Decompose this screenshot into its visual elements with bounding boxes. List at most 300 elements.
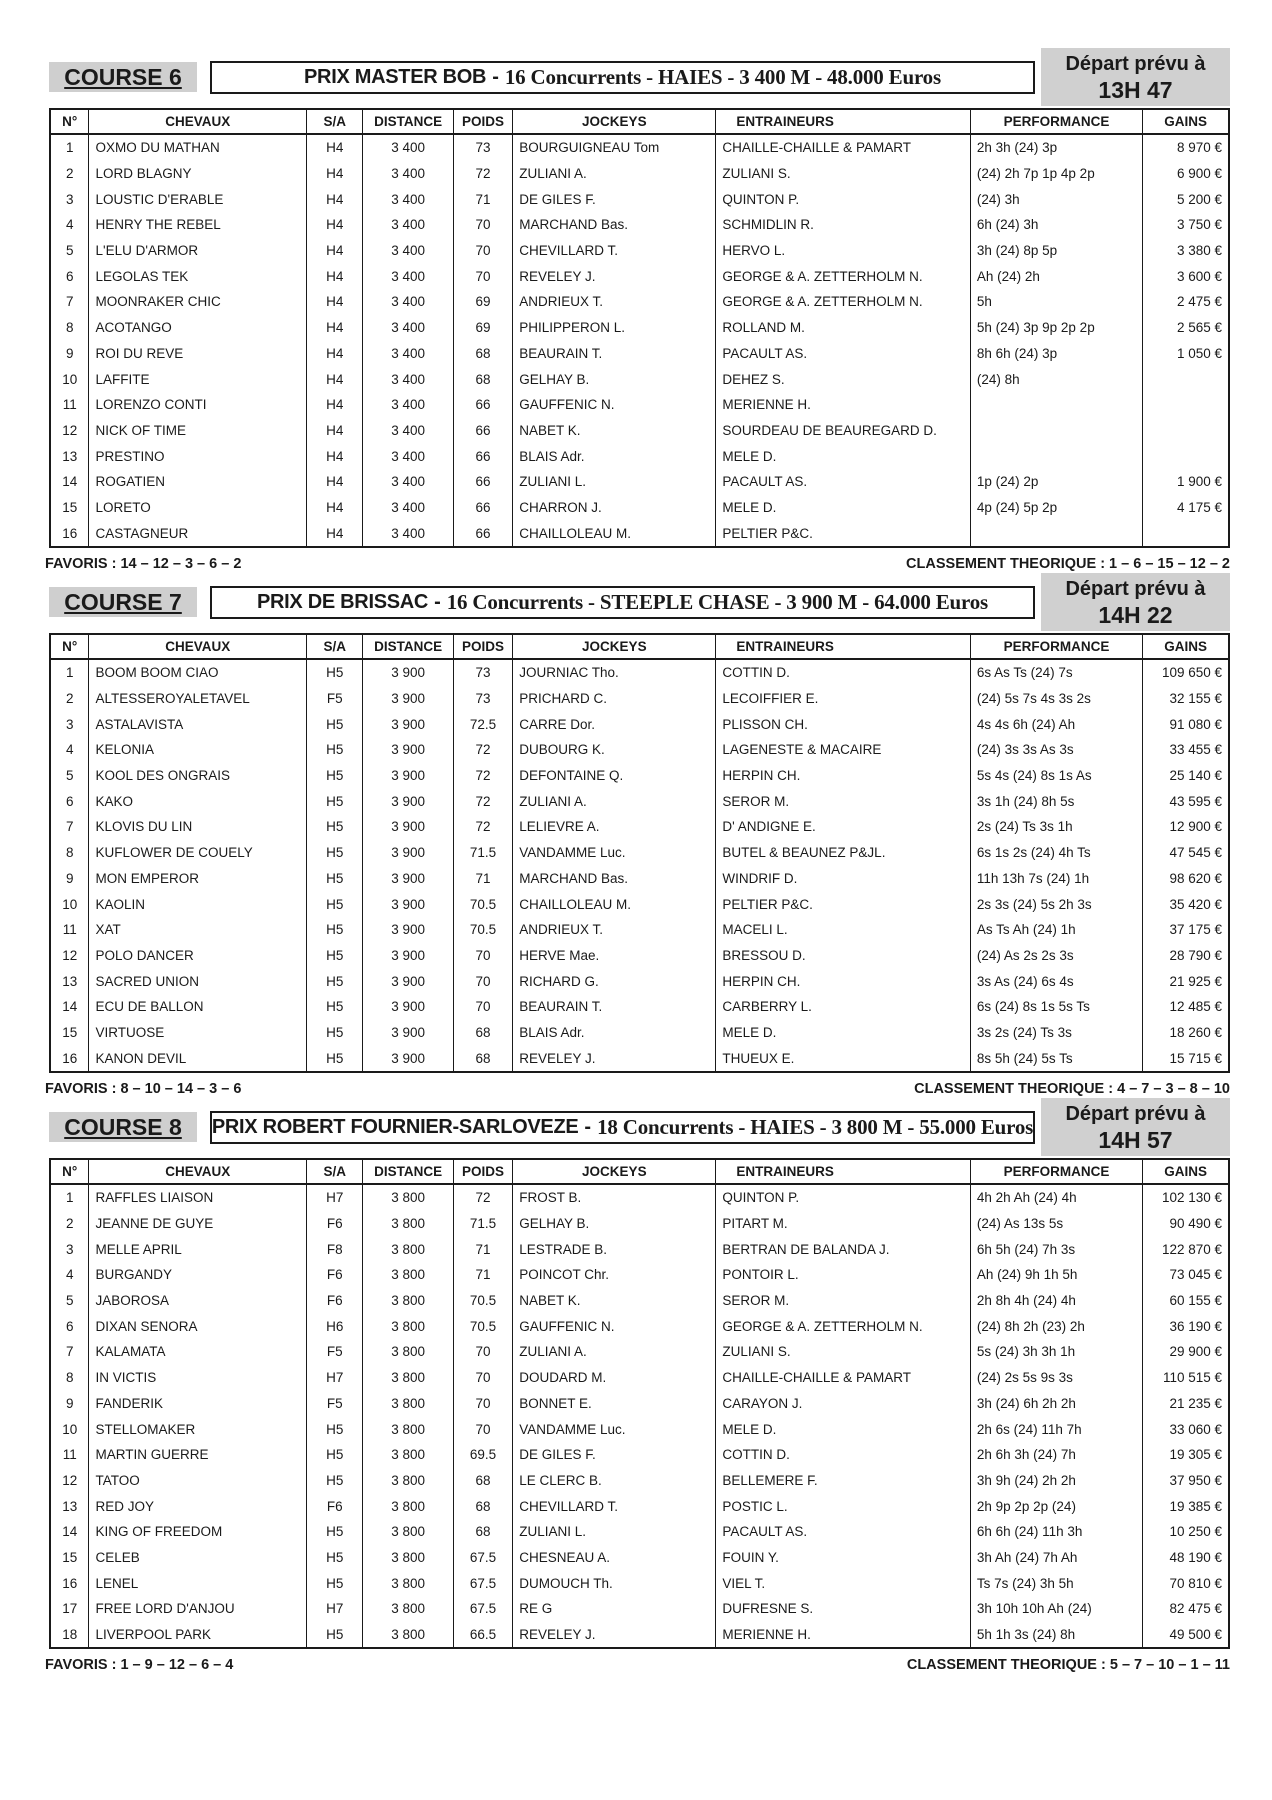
runner-number: 6 xyxy=(65,1318,74,1334)
runner-number: 9 xyxy=(65,1395,74,1411)
runner-number: 6 xyxy=(65,793,74,809)
performance: 5s (24) 3h 3h 1h xyxy=(970,1339,1142,1365)
performance xyxy=(970,418,1142,444)
course-label: COURSE 7 xyxy=(49,587,197,617)
sex-age: F6 xyxy=(307,1211,363,1237)
trainer: MELE D. xyxy=(716,495,970,521)
distance: 3 800 xyxy=(363,1416,453,1442)
weight: 68 xyxy=(453,1493,513,1519)
performance: 4s 4s 6h (24) Ah xyxy=(970,711,1142,737)
weight: 66 xyxy=(453,392,513,418)
col-horse-header: CHEVAUX xyxy=(89,634,307,659)
jockey: VANDAMME Luc. xyxy=(513,840,716,866)
weight: 70.5 xyxy=(453,1288,513,1314)
horse-name: KOOL DES ONGRAIS xyxy=(89,763,307,789)
distance: 3 400 xyxy=(363,263,453,289)
favorites: FAVORIS : 14 – 12 – 3 – 6 – 2 xyxy=(45,556,242,572)
horse-name: ROGATIEN xyxy=(89,469,307,495)
horse-name: KANON DEVIL xyxy=(89,1045,307,1072)
theoretical-ranking: CLASSEMENT THEORIQUE : 1 – 6 – 15 – 12 – 2 xyxy=(906,556,1230,572)
runner-number: 2 xyxy=(65,166,74,182)
sex-age: H4 xyxy=(307,134,363,161)
sex-age: H5 xyxy=(307,1020,363,1046)
table-row xyxy=(50,495,1229,521)
horse-name: CASTAGNEUR xyxy=(89,520,307,547)
runner-number: 1 xyxy=(65,140,74,156)
earnings: 15 715 € xyxy=(1143,1045,1229,1072)
runner-number: 12 xyxy=(62,947,78,963)
runner-number: 14 xyxy=(62,999,78,1015)
runner-number: 15 xyxy=(62,1549,78,1565)
table-row xyxy=(50,1045,1229,1072)
table-row xyxy=(50,840,1229,866)
sex-age: H4 xyxy=(307,161,363,187)
distance: 3 900 xyxy=(363,659,453,686)
runner-number: 10 xyxy=(62,371,78,387)
performance xyxy=(970,520,1142,547)
weight: 70 xyxy=(453,238,513,264)
horse-name: TATOO xyxy=(89,1468,307,1494)
table-row xyxy=(50,134,1229,161)
sex-age: F8 xyxy=(307,1236,363,1262)
performance: 6s As Ts (24) 7s xyxy=(970,659,1142,686)
sex-age: H4 xyxy=(307,392,363,418)
trainer: BERTRAN DE BALANDA J. xyxy=(716,1236,970,1262)
weight: 70 xyxy=(453,943,513,969)
table-row xyxy=(50,737,1229,763)
departure-box xyxy=(1041,573,1230,631)
race-header xyxy=(49,46,1230,108)
col-earnings-header: GAINS xyxy=(1143,109,1229,134)
weight: 71 xyxy=(453,866,513,892)
distance: 3 800 xyxy=(363,1262,453,1288)
runner-number: 13 xyxy=(62,973,78,989)
earnings: 110 515 € xyxy=(1143,1365,1229,1391)
horse-name: VIRTUOSE xyxy=(89,1020,307,1046)
runner-number: 15 xyxy=(62,1024,78,1040)
distance: 3 400 xyxy=(363,495,453,521)
race-program xyxy=(45,46,1230,1674)
runner-number: 7 xyxy=(65,819,74,835)
jockey: ZULIANI L. xyxy=(513,469,716,495)
earnings: 37 950 € xyxy=(1143,1468,1229,1494)
departure-box xyxy=(1041,1098,1230,1156)
runners-table xyxy=(49,633,1230,1073)
performance: 2h 9p 2p 2p (24) xyxy=(970,1493,1142,1519)
horse-name: LENEL xyxy=(89,1570,307,1596)
weight: 66.5 xyxy=(453,1622,513,1649)
jockey: DE GILES F. xyxy=(513,186,716,212)
jockey: POINCOT Chr. xyxy=(513,1262,716,1288)
col-number-header: N° xyxy=(50,1159,89,1184)
weight: 72 xyxy=(453,161,513,187)
horse-name: OXMO DU MATHAN xyxy=(89,134,307,161)
performance xyxy=(970,392,1142,418)
weight: 71 xyxy=(453,186,513,212)
performance: (24) 2h 7p 1p 4p 2p xyxy=(970,161,1142,187)
earnings: 3 380 € xyxy=(1143,238,1229,264)
trainer: MELE D. xyxy=(716,443,970,469)
horse-name: ASTALAVISTA xyxy=(89,711,307,737)
trainer: HERPIN CH. xyxy=(716,763,970,789)
weight: 72 xyxy=(453,737,513,763)
earnings: 2 475 € xyxy=(1143,289,1229,315)
distance: 3 900 xyxy=(363,737,453,763)
jockey: VANDAMME Luc. xyxy=(513,1416,716,1442)
horse-name: MARTIN GUERRE xyxy=(89,1442,307,1468)
col-weight-header: POIDS xyxy=(453,634,513,659)
col-jockey-header: JOCKEYS xyxy=(513,634,716,659)
horse-name: BURGANDY xyxy=(89,1262,307,1288)
table-row xyxy=(50,469,1229,495)
runner-number: 11 xyxy=(62,1447,77,1463)
earnings: 49 500 € xyxy=(1143,1622,1229,1649)
table-header-row xyxy=(50,634,1229,659)
trainer: LECOIFFIER E. xyxy=(716,686,970,712)
earnings: 48 190 € xyxy=(1143,1545,1229,1571)
horse-name: ECU DE BALLON xyxy=(89,994,307,1020)
jockey: FROST B. xyxy=(513,1184,716,1211)
runner-number: 7 xyxy=(65,1344,74,1360)
earnings: 32 155 € xyxy=(1143,686,1229,712)
earnings: 3 750 € xyxy=(1143,212,1229,238)
performance: Ah (24) 9h 1h 5h xyxy=(970,1262,1142,1288)
weight: 70 xyxy=(453,263,513,289)
distance: 3 800 xyxy=(363,1211,453,1237)
sex-age: H5 xyxy=(307,1416,363,1442)
col-number-header: N° xyxy=(50,109,89,134)
horse-name: IN VICTIS xyxy=(89,1365,307,1391)
performance: Ah (24) 2h xyxy=(970,263,1142,289)
sex-age: H5 xyxy=(307,711,363,737)
trainer: DUFRESNE S. xyxy=(716,1596,970,1622)
runners-table xyxy=(49,108,1230,548)
sex-age: H4 xyxy=(307,341,363,367)
runner-number: 16 xyxy=(62,1050,78,1066)
weight: 68 xyxy=(453,1468,513,1494)
jockey: DUBOURG K. xyxy=(513,737,716,763)
jockey: HERVE Mae. xyxy=(513,943,716,969)
performance: (24) 3s 3s As 3s xyxy=(970,737,1142,763)
sex-age: H5 xyxy=(307,994,363,1020)
distance: 3 800 xyxy=(363,1493,453,1519)
weight: 70 xyxy=(453,1416,513,1442)
table-row xyxy=(50,763,1229,789)
departure-time: 13H 47 xyxy=(1098,77,1173,103)
earnings: 1 900 € xyxy=(1143,469,1229,495)
earnings: 109 650 € xyxy=(1143,659,1229,686)
horse-name: KALAMATA xyxy=(89,1339,307,1365)
distance: 3 800 xyxy=(363,1622,453,1649)
trainer: CARAYON J. xyxy=(716,1391,970,1417)
weight: 72 xyxy=(453,788,513,814)
sex-age: F6 xyxy=(307,1262,363,1288)
table-row xyxy=(50,1519,1229,1545)
sex-age: H5 xyxy=(307,788,363,814)
table-row xyxy=(50,1416,1229,1442)
weight: 71 xyxy=(453,1262,513,1288)
runner-number: 5 xyxy=(65,768,74,784)
horse-name: DIXAN SENORA xyxy=(89,1313,307,1339)
sex-age: H5 xyxy=(307,943,363,969)
runner-number: 8 xyxy=(65,845,74,861)
jockey: ANDRIEUX T. xyxy=(513,917,716,943)
table-row xyxy=(50,238,1229,264)
weight: 69 xyxy=(453,289,513,315)
weight: 70 xyxy=(453,994,513,1020)
performance: 6s (24) 8s 1s 5s Ts xyxy=(970,994,1142,1020)
table-row xyxy=(50,1570,1229,1596)
trainer: SEROR M. xyxy=(716,1288,970,1314)
weight: 73 xyxy=(453,686,513,712)
race-details: 16 Concurrents - HAIES - 3 400 M - 48.000 Euros xyxy=(504,65,941,89)
col-trainer-header: ENTRAINEURS xyxy=(716,634,970,659)
jockey: BEAURAIN T. xyxy=(513,994,716,1020)
table-row xyxy=(50,418,1229,444)
col-performance-header: PERFORMANCE xyxy=(970,1159,1142,1184)
sex-age: F6 xyxy=(307,1493,363,1519)
table-row xyxy=(50,392,1229,418)
jockey: ZULIANI A. xyxy=(513,1339,716,1365)
sex-age: H4 xyxy=(307,418,363,444)
race-footer xyxy=(45,1081,1230,1097)
col-number-header: N° xyxy=(50,634,89,659)
performance: 4h 2h Ah (24) 4h xyxy=(970,1184,1142,1211)
runner-number: 2 xyxy=(65,1216,74,1232)
distance: 3 900 xyxy=(363,711,453,737)
horse-name: RAFFLES LIAISON xyxy=(89,1184,307,1211)
performance: 6h 6h (24) 11h 3h xyxy=(970,1519,1142,1545)
performance: 3s 2s (24) Ts 3s xyxy=(970,1020,1142,1046)
col-sex-age-header: S/A xyxy=(307,634,363,659)
favorites: FAVORIS : 8 – 10 – 14 – 3 – 6 xyxy=(45,1081,242,1097)
performance: 3s As (24) 6s 4s xyxy=(970,968,1142,994)
table-row xyxy=(50,1545,1229,1571)
trainer: PELTIER P&C. xyxy=(716,891,970,917)
earnings: 25 140 € xyxy=(1143,763,1229,789)
sex-age: H5 xyxy=(307,917,363,943)
performance: 2h 6s (24) 11h 7h xyxy=(970,1416,1142,1442)
trainer: HERPIN CH. xyxy=(716,968,970,994)
race-section xyxy=(45,571,1230,1097)
table-header-row xyxy=(50,1159,1229,1184)
earnings: 6 900 € xyxy=(1143,161,1229,187)
earnings: 12 485 € xyxy=(1143,994,1229,1020)
jockey: DEFONTAINE Q. xyxy=(513,763,716,789)
distance: 3 800 xyxy=(363,1288,453,1314)
race-name: PRIX DE BRISSAC xyxy=(256,591,429,613)
earnings: 8 970 € xyxy=(1143,134,1229,161)
jockey: GELHAY B. xyxy=(513,1211,716,1237)
sex-age: H4 xyxy=(307,263,363,289)
departure-label: Départ prévu à xyxy=(1065,578,1206,600)
table-row xyxy=(50,212,1229,238)
runner-number: 18 xyxy=(62,1627,78,1643)
table-row xyxy=(50,186,1229,212)
horse-name: KELONIA xyxy=(89,737,307,763)
performance: 3h Ah (24) 7h Ah xyxy=(970,1545,1142,1571)
distance: 3 400 xyxy=(363,315,453,341)
trainer: BUTEL & BEAUNEZ P&JL. xyxy=(716,840,970,866)
trainer: PACAULT AS. xyxy=(716,1519,970,1545)
weight: 71.5 xyxy=(453,840,513,866)
weight: 66 xyxy=(453,418,513,444)
sex-age: F6 xyxy=(307,1288,363,1314)
table-row xyxy=(50,1184,1229,1211)
distance: 3 400 xyxy=(363,212,453,238)
jockey: PHILIPPERON L. xyxy=(513,315,716,341)
horse-name: BOOM BOOM CIAO xyxy=(89,659,307,686)
weight: 69.5 xyxy=(453,1442,513,1468)
performance: 2h 3h (24) 3p xyxy=(970,134,1142,161)
performance: 3h 9h (24) 2h 2h xyxy=(970,1468,1142,1494)
runner-number: 14 xyxy=(62,1524,78,1540)
performance: 8s 5h (24) 5s Ts xyxy=(970,1045,1142,1072)
col-distance-header: DISTANCE xyxy=(363,1159,453,1184)
earnings: 19 385 € xyxy=(1143,1493,1229,1519)
theoretical-ranking: CLASSEMENT THEORIQUE : 4 – 7 – 3 – 8 – 10 xyxy=(914,1081,1230,1097)
sex-age: H5 xyxy=(307,659,363,686)
earnings: 1 050 € xyxy=(1143,341,1229,367)
table-row xyxy=(50,1391,1229,1417)
weight: 69 xyxy=(453,315,513,341)
earnings: 29 900 € xyxy=(1143,1339,1229,1365)
weight: 67.5 xyxy=(453,1596,513,1622)
race-section xyxy=(45,1096,1230,1674)
earnings xyxy=(1143,520,1229,547)
earnings: 102 130 € xyxy=(1143,1184,1229,1211)
runner-number: 5 xyxy=(65,243,74,259)
jockey: DE GILES F. xyxy=(513,1442,716,1468)
jockey: CHARRON J. xyxy=(513,495,716,521)
sex-age: H4 xyxy=(307,289,363,315)
horse-name: KUFLOWER DE COUELY xyxy=(89,840,307,866)
earnings: 33 060 € xyxy=(1143,1416,1229,1442)
weight: 70 xyxy=(453,1391,513,1417)
sex-age: H4 xyxy=(307,315,363,341)
race-header xyxy=(49,571,1230,633)
runner-number: 3 xyxy=(65,716,74,732)
trainer: PACAULT AS. xyxy=(716,341,970,367)
table-row xyxy=(50,289,1229,315)
distance: 3 800 xyxy=(363,1519,453,1545)
distance: 3 400 xyxy=(363,418,453,444)
departure-label: Départ prévu à xyxy=(1065,53,1206,75)
horse-name: KING OF FREEDOM xyxy=(89,1519,307,1545)
col-horse-header: CHEVAUX xyxy=(89,1159,307,1184)
performance: 2s (24) Ts 3s 1h xyxy=(970,814,1142,840)
departure-box xyxy=(1041,48,1230,106)
trainer: PACAULT AS. xyxy=(716,469,970,495)
runner-number: 16 xyxy=(62,1575,78,1591)
distance: 3 400 xyxy=(363,520,453,547)
sex-age: H5 xyxy=(307,1622,363,1649)
horse-name: KAKO xyxy=(89,788,307,814)
earnings: 98 620 € xyxy=(1143,866,1229,892)
earnings xyxy=(1143,443,1229,469)
table-row xyxy=(50,814,1229,840)
performance: 3h (24) 8p 5p xyxy=(970,238,1142,264)
table-row xyxy=(50,1339,1229,1365)
col-sex-age-header: S/A xyxy=(307,109,363,134)
departure-label: Départ prévu à xyxy=(1065,1103,1206,1125)
col-horse-header: CHEVAUX xyxy=(89,109,307,134)
jockey: BLAIS Adr. xyxy=(513,443,716,469)
sex-age: H4 xyxy=(307,212,363,238)
col-earnings-header: GAINS xyxy=(1143,634,1229,659)
distance: 3 400 xyxy=(363,392,453,418)
weight: 70.5 xyxy=(453,1313,513,1339)
distance: 3 900 xyxy=(363,968,453,994)
distance: 3 400 xyxy=(363,341,453,367)
runner-number: 11 xyxy=(62,397,77,413)
earnings: 10 250 € xyxy=(1143,1519,1229,1545)
horse-name: KLOVIS DU LIN xyxy=(89,814,307,840)
runner-number: 7 xyxy=(65,294,74,310)
earnings: 60 155 € xyxy=(1143,1288,1229,1314)
horse-name: SACRED UNION xyxy=(89,968,307,994)
weight: 72 xyxy=(453,763,513,789)
jockey: CARRE Dor. xyxy=(513,711,716,737)
performance: 3h 10h 10h Ah (24) xyxy=(970,1596,1142,1622)
weight: 72 xyxy=(453,1184,513,1211)
performance: 2h 8h 4h (24) 4h xyxy=(970,1288,1142,1314)
weight: 67.5 xyxy=(453,1570,513,1596)
trainer: COTTIN D. xyxy=(716,659,970,686)
sex-age: H7 xyxy=(307,1184,363,1211)
table-row xyxy=(50,1493,1229,1519)
trainer: MERIENNE H. xyxy=(716,1622,970,1649)
jockey: CHAILLOLEAU M. xyxy=(513,891,716,917)
distance: 3 400 xyxy=(363,238,453,264)
runner-number: 8 xyxy=(65,1370,74,1386)
jockey: CHAILLOLEAU M. xyxy=(513,520,716,547)
runner-number: 10 xyxy=(62,1421,78,1437)
table-row xyxy=(50,443,1229,469)
jockey: PRICHARD C. xyxy=(513,686,716,712)
jockey: ZULIANI L. xyxy=(513,1519,716,1545)
jockey: NABET K. xyxy=(513,418,716,444)
table-row xyxy=(50,366,1229,392)
distance: 3 900 xyxy=(363,814,453,840)
distance: 3 800 xyxy=(363,1468,453,1494)
runner-number: 14 xyxy=(62,474,78,490)
jockey: BOURGUIGNEAU Tom xyxy=(513,134,716,161)
jockey: ZULIANI A. xyxy=(513,161,716,187)
runner-number: 12 xyxy=(62,1472,78,1488)
sex-age: H5 xyxy=(307,1519,363,1545)
table-row xyxy=(50,994,1229,1020)
sex-age: H4 xyxy=(307,443,363,469)
runner-number: 4 xyxy=(65,217,74,233)
trainer: LAGENESTE & MACAIRE xyxy=(716,737,970,763)
runner-number: 10 xyxy=(62,896,78,912)
performance: 2h 6h 3h (24) 7h xyxy=(970,1442,1142,1468)
sex-age: H5 xyxy=(307,891,363,917)
sex-age: H5 xyxy=(307,866,363,892)
trainer: MELE D. xyxy=(716,1020,970,1046)
weight: 67.5 xyxy=(453,1545,513,1571)
jockey: RE G xyxy=(513,1596,716,1622)
runner-number: 16 xyxy=(62,525,78,541)
runners-table xyxy=(49,1158,1230,1649)
table-row xyxy=(50,711,1229,737)
table-row xyxy=(50,1622,1229,1649)
runner-number: 15 xyxy=(62,499,78,515)
performance: 4p (24) 5p 2p xyxy=(970,495,1142,521)
col-performance-header: PERFORMANCE xyxy=(970,109,1142,134)
trainer: ROLLAND M. xyxy=(716,315,970,341)
